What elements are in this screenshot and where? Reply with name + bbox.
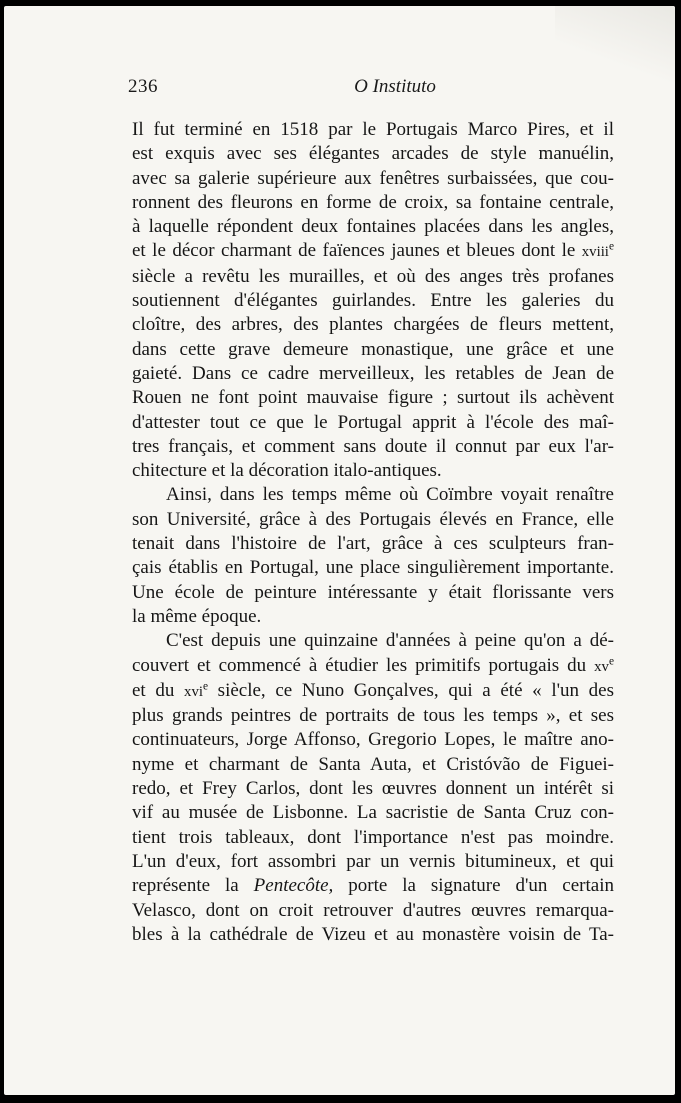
text-line: gaieté. Dans ce cadre merveilleux, les retables de Jean de bbox=[132, 362, 614, 384]
text-fragment: représente la bbox=[132, 875, 254, 897]
text-line: cloître, des arbres, des plantes chargées de fleurs mettent, bbox=[132, 314, 614, 336]
century-numeral: xviii bbox=[581, 244, 609, 261]
century-suffix: e bbox=[608, 241, 614, 254]
text-line: dans cette grave demeure monastique, une grâce et une bbox=[132, 338, 614, 360]
century-suffix: e bbox=[202, 680, 209, 693]
text-line: siècle a revêtu les murailles, et où des anges très profanes bbox=[132, 265, 614, 287]
text-line: tient trois tableaux, dont l'importance n'est pas moindre. bbox=[132, 826, 614, 848]
running-head bbox=[128, 76, 618, 100]
text-line: Une école de peinture intéressante y était florissante vers bbox=[132, 581, 614, 603]
text-line: à laquelle répondent deux fontaines placées dans les angles, bbox=[132, 216, 614, 238]
text-line: vif au musée de Lisbonne. La sacristie de Santa Cruz con- bbox=[132, 802, 614, 824]
page-number: 236 bbox=[128, 76, 158, 97]
text-line: chitecture et la décoration italo-antiques. bbox=[132, 460, 442, 482]
century-numeral: xvi bbox=[184, 683, 203, 700]
text-line: C'est depuis une quinzaine d'années à peine qu'on a dé- bbox=[166, 630, 614, 652]
text-line: continuateurs, Jorge Affonso, Gregorio Lopes, le maître ano- bbox=[132, 729, 614, 751]
text-line: Il fut terminé en 1518 par le Portugais Marco Pires, et il bbox=[132, 119, 614, 140]
text-line: tres français, et comment sans doute il connut par eux l'ar- bbox=[132, 435, 614, 457]
text-line: çais établis en Portugal, une place singulièrement importante. bbox=[132, 557, 614, 579]
text-line: ronnent des fleurons en forme de croix, sa fontaine centrale, bbox=[132, 191, 614, 213]
text-line: d'attester tout ce que le Portugal apprit à l'école des maî- bbox=[132, 411, 614, 433]
paragraph-3 bbox=[132, 629, 614, 947]
century-numeral: xv bbox=[594, 658, 609, 675]
text-line: redo, et Frey Carlos, dont les œuvres donnent un intérêt si bbox=[132, 778, 614, 800]
text-fragment: porte la signature d'un certain bbox=[333, 875, 614, 897]
paragraph-2 bbox=[132, 483, 614, 629]
text-line bbox=[132, 874, 614, 898]
text-fragment: couvert et commencé à étudier les primitifs portugais du bbox=[132, 654, 595, 676]
text-line: plus grands peintres de portraits de tous les temps », et ses bbox=[132, 705, 614, 727]
text-line: soutiennent d'élégantes guirlandes. Entre les galeries du bbox=[132, 290, 614, 312]
text-line: nyme et charmant de Santa Auta, et Cristóvão de Figuei- bbox=[132, 753, 614, 775]
text-fragment: et du bbox=[132, 679, 185, 701]
text-line: bles à la cathédrale de Vizeu et au monastère voisin de Ta- bbox=[132, 923, 614, 945]
text-line: Velasco, dont on croit retrouver d'autres œuvres remarqua- bbox=[132, 899, 614, 921]
text-line: avec sa galerie supérieure aux fenêtres surbaissées, que cou- bbox=[132, 167, 614, 189]
body-text bbox=[132, 118, 614, 947]
text-line bbox=[132, 239, 614, 264]
text-line: L'un d'eux, fort assombri par un vernis bitumineux, et qui bbox=[132, 850, 614, 872]
text-line bbox=[132, 679, 614, 704]
text-fragment: siècle, ce Nuno Gonçalves, qui a été « l'un des bbox=[208, 679, 614, 701]
journal-title: O Instituto bbox=[354, 76, 436, 97]
page bbox=[4, 6, 675, 1095]
paragraph-1 bbox=[132, 118, 614, 483]
text-line: est exquis avec ses élégantes arcades de style manuélin, bbox=[132, 143, 614, 165]
text-line: son Université, grâce à des Portugais élevés en France, elle bbox=[132, 508, 614, 530]
text-line: Rouen ne font point mauvaise figure ; surtout ils achèvent bbox=[132, 387, 614, 409]
text-line: tenait dans l'histoire de l'art, grâce à ces sculpteurs fran- bbox=[132, 533, 614, 555]
text-fragment: et le décor charmant de faïences jaunes et bleues dont le bbox=[132, 240, 582, 262]
italic-title: Pentecôte, bbox=[253, 875, 334, 897]
century-suffix: e bbox=[608, 655, 614, 668]
text-line: la même époque. bbox=[132, 605, 262, 627]
text-line: Ainsi, dans les temps même où Coïmbre voyait renaître bbox=[166, 484, 614, 506]
text-line bbox=[132, 654, 614, 679]
